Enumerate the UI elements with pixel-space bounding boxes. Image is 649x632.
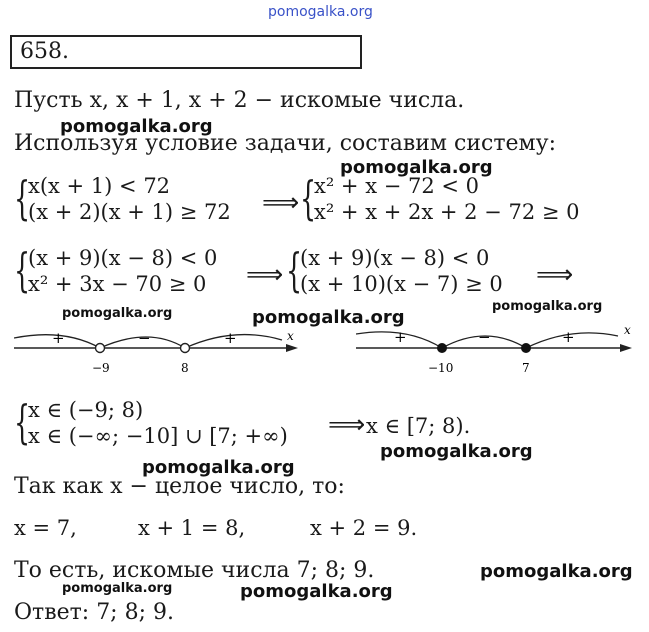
axis-2-var: x <box>624 323 631 337</box>
equation-1: x = 7, <box>14 516 77 540</box>
watermark: pomogalka.org <box>62 306 173 321</box>
implies-arrow: ⟹ <box>246 260 284 290</box>
system-3-row-2: x² + 3x − 70 ≥ 0 <box>28 272 207 296</box>
result: x ∈ [7; 8). <box>366 414 471 438</box>
system-2-row-2: x² + x + 2x + 2 − 72 ≥ 0 <box>314 200 580 224</box>
axis-2-point-2: 7 <box>522 361 530 375</box>
watermark: pomogalka.org <box>240 581 393 602</box>
line-answer: Ответ: 7; 8; 9. <box>14 600 174 625</box>
line-integer: Так как x − целое число, то: <box>14 474 345 499</box>
brace-icon: { <box>300 171 317 225</box>
problem-number: 658. <box>20 39 69 64</box>
system-1-row-1: x(x + 1) < 72 <box>28 174 171 198</box>
axis-1-sign-3: + <box>224 329 237 347</box>
line-numbers: То есть, искомые числа 7; 8; 9. <box>14 558 375 583</box>
system-4-row-1: (x + 9)(x − 8) < 0 <box>300 246 490 270</box>
problem-number-box <box>10 35 362 69</box>
system-5-row-2: x ∈ (−∞; −10] ∪ [7; +∞) <box>28 424 288 448</box>
axis-2-sign-1: + <box>394 328 407 346</box>
watermark: pomogalka.org <box>380 441 533 462</box>
brace-icon: { <box>14 243 31 297</box>
equation-3: x + 2 = 9. <box>310 516 418 540</box>
implies-arrow: ⟹ <box>536 260 574 290</box>
system-3 <box>14 243 254 302</box>
axis-2-point-1: −10 <box>428 361 454 375</box>
axis-1-sign-1: + <box>52 329 65 347</box>
system-4-row-2: (x + 10)(x − 7) ≥ 0 <box>300 272 503 296</box>
system-5-row-1: x ∈ (−9; 8) <box>28 398 144 422</box>
axis-1-sign-2: − <box>138 329 151 347</box>
brace-icon: { <box>14 395 31 449</box>
watermark: pomogalka.org <box>340 157 493 178</box>
implies-arrow: ⟹ <box>262 188 300 218</box>
axis-1-point-1: −9 <box>92 361 110 375</box>
implies-arrow: ⟹ <box>328 410 366 440</box>
system-4 <box>286 243 536 302</box>
system-5 <box>14 395 334 454</box>
line-system: Используя условие задачи, составим систему: <box>14 131 556 156</box>
watermark: pomogalka.org <box>142 457 295 478</box>
axis-1-point-2: 8 <box>181 361 189 375</box>
watermark-top: pomogalka.org <box>268 4 373 20</box>
axis-2-sign-3: + <box>562 328 575 346</box>
system-2-row-1: x² + x − 72 < 0 <box>314 174 480 198</box>
equation-2: x + 1 = 8, <box>138 516 246 540</box>
watermark: pomogalka.org <box>60 116 213 137</box>
watermark: pomogalka.org <box>480 561 633 582</box>
system-3-row-1: (x + 9)(x − 8) < 0 <box>28 246 218 270</box>
system-2 <box>300 171 630 230</box>
number-line-2 <box>356 322 638 378</box>
watermark: pomogalka.org <box>252 307 405 328</box>
line-let: Пусть x, x + 1, x + 2 − искомые числа. <box>14 88 465 113</box>
axis-2-sign-2: − <box>478 328 491 346</box>
watermark: pomogalka.org <box>62 581 173 596</box>
number-line-1 <box>14 322 304 378</box>
system-1 <box>14 171 264 230</box>
axis-1-var: x <box>287 329 294 343</box>
system-1-row-2: (x + 2)(x + 1) ≥ 72 <box>28 200 231 224</box>
watermark: pomogalka.org <box>492 299 603 314</box>
brace-icon: { <box>286 243 303 297</box>
brace-icon: { <box>14 171 31 225</box>
